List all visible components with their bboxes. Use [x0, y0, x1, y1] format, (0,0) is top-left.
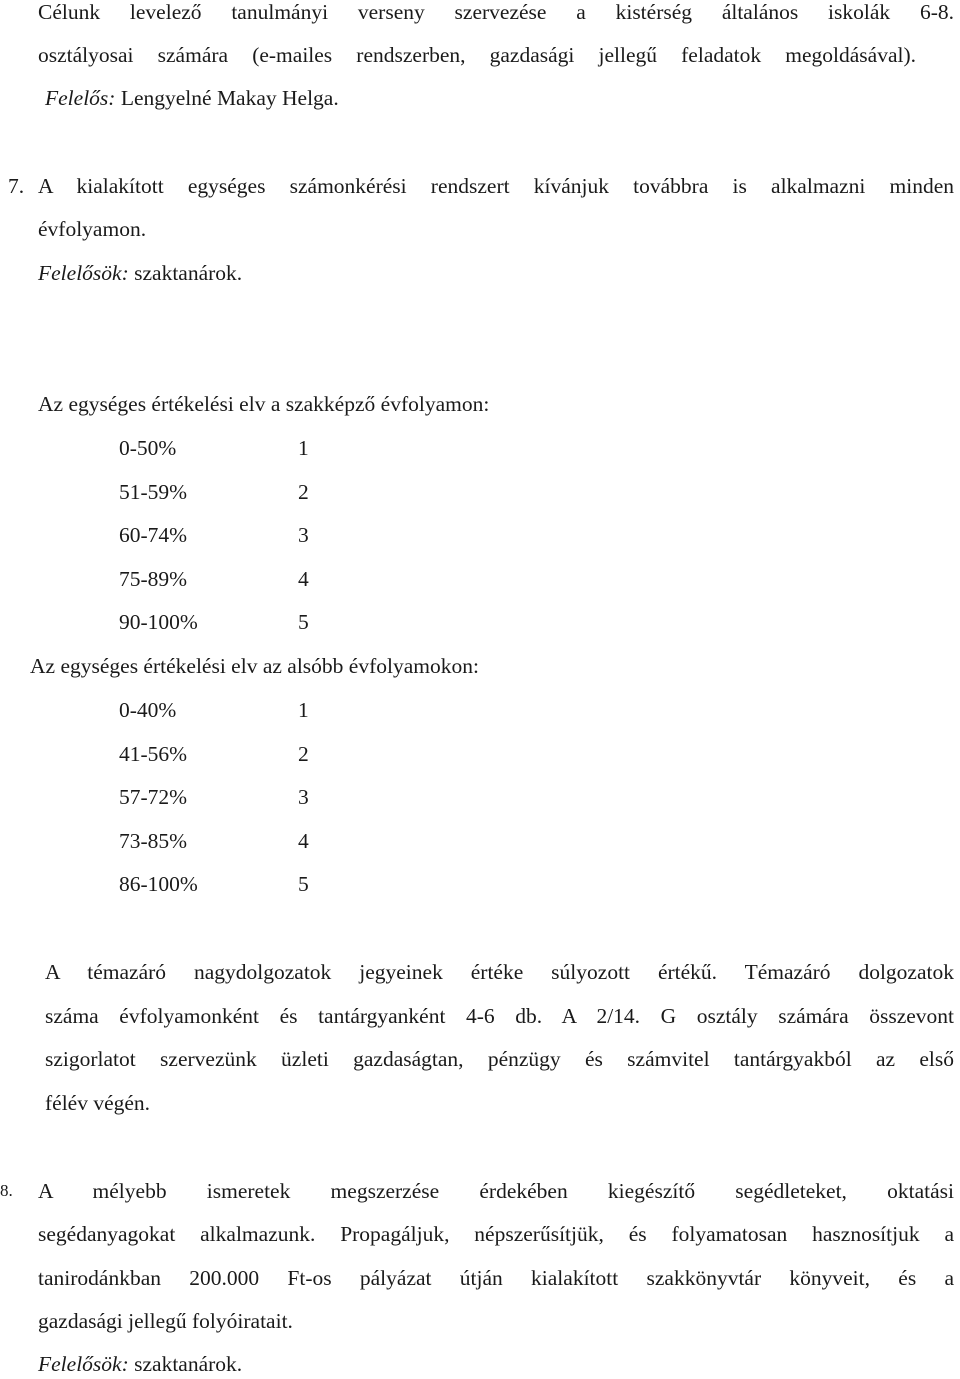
s8-line-2: segédanyagokat alkalmazunk. Propagáljuk, népszerűsítjük, és folyamatosan hasznosítjuk a: [38, 1222, 954, 1246]
s8-line-4: gazdasági jellegű folyóiratait.: [38, 1309, 293, 1333]
topic-tests-line-1: A témazáró nagydolgozatok jegyeinek értéke súlyozott értékű. Témazáró dolgozatok: [45, 960, 954, 984]
grade-value: 5: [298, 872, 309, 896]
topic-tests-line-2: száma évfolyamonként és tantárgyanként 4-6 db. A 2/14. G osztály számára összevont: [45, 1004, 954, 1028]
grade-value: 1: [298, 436, 309, 460]
s7-line-2: évfolyamon.: [38, 217, 147, 241]
topic-tests-line-3: szigorlatot szervezünk üzleti gazdaságtan, pénzügy és számvitel tantárgyakból az első: [45, 1047, 954, 1071]
grade-range: 0-50%: [119, 436, 177, 460]
s8-line-1: A mélyebb ismeretek megszerzése érdekében kiegészítő segédleteket, oktatási: [38, 1179, 954, 1203]
grade-range: 57-72%: [119, 785, 188, 809]
s7-number: 7.: [8, 174, 25, 198]
s8-line-3: tanirodánkban 200.000 Ft-os pályázat útján kialakított szakkönyvtár könyveit, és a: [38, 1266, 954, 1290]
responsible-value: szaktanárok.: [134, 1352, 243, 1376]
responsible-label: Felelősök:: [38, 261, 129, 285]
grading-lower-heading: Az egységes értékelési elv az alsóbb évfolyamokon:: [30, 654, 479, 678]
s6-responsible: [45, 83, 339, 113]
grade-value: 3: [298, 785, 309, 809]
grade-range: 60-74%: [119, 523, 188, 547]
grade-range: 86-100%: [119, 872, 198, 896]
grade-range: 0-40%: [119, 698, 177, 722]
responsible-value: szaktanárok.: [134, 261, 243, 285]
grade-value: 5: [298, 610, 309, 634]
grade-value: 1: [298, 698, 309, 722]
grade-range: 51-59%: [119, 480, 188, 504]
s6-line-1: Célunk levelező tanulmányi verseny szervezése a kistérség általános iskolák 6-8.: [38, 0, 954, 24]
s7-responsible: [38, 258, 242, 288]
topic-tests-line-4: félév végén.: [45, 1091, 151, 1115]
responsible-value: Lengyelné Makay Helga.: [120, 86, 339, 110]
responsible-label: Felelősök:: [38, 1352, 129, 1376]
s7-line-1: A kialakított egységes számonkérési rendszert kívánjuk továbbra is alkalmazni minden: [38, 174, 954, 198]
grade-value: 4: [298, 829, 309, 853]
responsible-label: Felelős:: [45, 86, 116, 110]
grade-range: 75-89%: [119, 567, 188, 591]
grading-vocational-heading: Az egységes értékelési elv a szakképző évfolyamon:: [38, 392, 490, 416]
grade-value: 2: [298, 480, 309, 504]
s8-responsible: [38, 1349, 242, 1379]
grade-value: 2: [298, 742, 309, 766]
grade-value: 3: [298, 523, 309, 547]
s6-line-2: osztályosai számára (e-mailes rendszerben, gazdasági jellegű feladatok megoldásával).: [38, 43, 916, 67]
grade-range: 73-85%: [119, 829, 188, 853]
grade-range: 90-100%: [119, 610, 198, 634]
s8-number: 8.: [0, 1181, 13, 1200]
grade-value: 4: [298, 567, 309, 591]
grade-range: 41-56%: [119, 742, 188, 766]
